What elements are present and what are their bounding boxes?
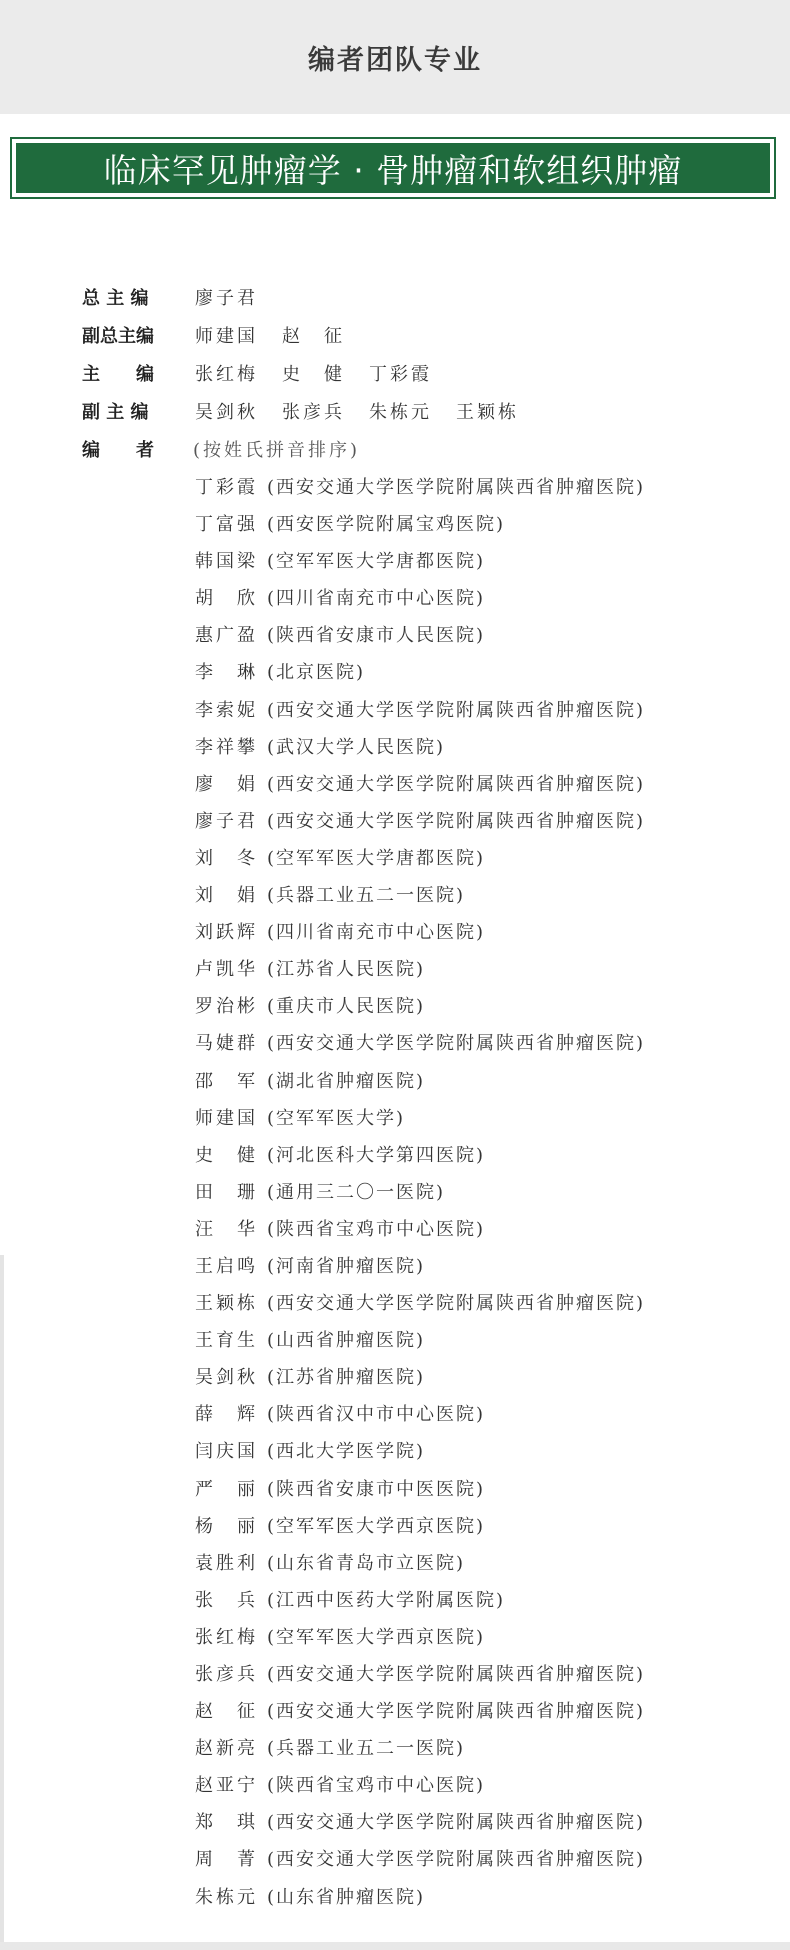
list-item <box>195 469 645 506</box>
role-label: 编 者 <box>82 440 154 461</box>
list-item <box>195 1137 645 1174</box>
editor-name: 薛 辉 <box>195 1404 258 1426</box>
list-item <box>195 1879 645 1916</box>
list-item <box>195 840 645 877</box>
role-name: 廖子君 <box>195 288 258 309</box>
editor-name: 赵 征 <box>195 1701 258 1723</box>
editor-list <box>195 469 645 1916</box>
list-item <box>195 1285 645 1322</box>
role-label: 总 主 编 <box>82 288 149 309</box>
role-name: 朱栋元 <box>369 402 432 423</box>
editor-affiliation: (西安交通大学医学院附属陕西省肿瘤医院) <box>267 1293 646 1315</box>
role-names <box>195 356 432 394</box>
list-item <box>195 1693 645 1730</box>
editor-affiliation: (江苏省人民医院) <box>267 959 426 981</box>
list-item <box>195 1804 645 1841</box>
editor-affiliation: (西安医学院附属宝鸡医院) <box>267 514 506 536</box>
editor-affiliation: (西安交通大学医学院附属陕西省肿瘤医院) <box>267 1033 646 1055</box>
editor-affiliation: (通用三二〇一医院) <box>267 1181 446 1203</box>
editor-name: 王育生 <box>195 1330 258 1352</box>
editor-name: 刘 娟 <box>195 885 258 907</box>
role-label: 副 主 编 <box>82 402 149 423</box>
editor-name: 李祥攀 <box>195 736 258 758</box>
role-name: 赵 征 <box>282 326 345 347</box>
editor-affiliation: (空军军医大学西京医院) <box>267 1626 486 1648</box>
editor-name: 严 丽 <box>195 1478 258 1500</box>
list-item <box>195 1582 645 1619</box>
role-editor-in-charge <box>0 356 790 394</box>
list-item <box>195 1619 645 1656</box>
list-item <box>195 1841 645 1878</box>
editor-name: 吴剑秋 <box>195 1367 258 1389</box>
editor-affiliation: (空军军医大学唐都医院) <box>267 847 486 869</box>
editor-affiliation: (兵器工业五二一医院) <box>267 1738 466 1760</box>
editor-name: 丁彩霞 <box>195 477 258 498</box>
list-item <box>195 580 645 617</box>
list-item <box>195 803 645 840</box>
editor-affiliation: (陕西省汉中市中心医院) <box>267 1404 486 1426</box>
editor-name: 闫庆国 <box>195 1441 258 1463</box>
list-item <box>195 1767 645 1804</box>
editor-affiliation: (湖北省肿瘤医院) <box>267 1070 426 1092</box>
editor-affiliation: (四川省南充市中心医院) <box>267 588 486 610</box>
editor-affiliation: (陕西省宝鸡市中心医院) <box>267 1218 486 1240</box>
editor-name: 袁胜利 <box>195 1552 258 1574</box>
left-edge-strip <box>0 1255 4 1950</box>
editor-name: 丁富强 <box>195 514 258 536</box>
list-item <box>195 1656 645 1693</box>
list-item <box>195 729 645 766</box>
editor-affiliation: (山东省肿瘤医院) <box>267 1886 426 1908</box>
list-item <box>195 951 645 988</box>
list-item <box>195 1359 645 1396</box>
role-name: 丁彩霞 <box>369 364 432 385</box>
role-deputy-chief-editor <box>0 318 790 356</box>
editor-affiliation: (西安交通大学医学院附属陕西省肿瘤医院) <box>267 810 646 832</box>
editor-name: 赵亚宁 <box>195 1775 258 1797</box>
editor-name: 王颖栋 <box>195 1293 258 1315</box>
editor-name: 赵新亮 <box>195 1738 258 1760</box>
role-associate-editor <box>0 394 790 432</box>
editor-affiliation: (山东省青岛市立医院) <box>267 1552 466 1574</box>
editor-affiliation: (西安交通大学医学院附属陕西省肿瘤医院) <box>267 477 646 498</box>
sort-note: (按姓氏拼音排序) <box>193 440 361 461</box>
editor-affiliation: (河北医科大学第四医院) <box>267 1144 486 1166</box>
role-name: 张彦兵 <box>282 402 345 423</box>
list-item <box>195 692 645 729</box>
role-name: 张红梅 <box>195 364 258 385</box>
editor-name: 师建国 <box>195 1107 258 1129</box>
role-contributors <box>0 432 790 470</box>
list-item <box>195 1063 645 1100</box>
editor-affiliation: (陕西省安康市中医医院) <box>267 1478 486 1500</box>
editor-name: 朱栋元 <box>195 1886 258 1908</box>
list-item <box>195 1730 645 1767</box>
role-chief-editor <box>0 280 790 318</box>
editor-affiliation: (西安交通大学医学院附属陕西省肿瘤医院) <box>267 699 646 721</box>
editor-affiliation: (西北大学医学院) <box>267 1441 426 1463</box>
editor-name: 田 珊 <box>195 1181 258 1203</box>
editor-name: 张 兵 <box>195 1589 258 1611</box>
list-item <box>195 988 645 1025</box>
editor-affiliation: (河南省肿瘤医院) <box>267 1255 426 1277</box>
editor-name: 廖 娟 <box>195 773 258 795</box>
editor-affiliation: (陕西省宝鸡市中心医院) <box>267 1775 486 1797</box>
editor-affiliation: (空军军医大学唐都医院) <box>267 551 486 573</box>
editor-name: 史 健 <box>195 1144 258 1166</box>
book-title-banner-fill <box>16 143 770 193</box>
list-item <box>195 1322 645 1359</box>
book-title: 临床罕见肿瘤学 · 骨肿瘤和软组织肿瘤 <box>103 150 683 190</box>
list-item <box>195 1100 645 1137</box>
role-name: 史 健 <box>282 364 345 385</box>
role-names <box>195 394 519 432</box>
editor-affiliation: (西安交通大学医学院附属陕西省肿瘤医院) <box>267 1812 646 1834</box>
list-item <box>195 914 645 951</box>
editor-name: 王启鸣 <box>195 1255 258 1277</box>
editor-name: 卢凯华 <box>195 959 258 981</box>
editor-name: 刘跃辉 <box>195 922 258 944</box>
role-name: 师建国 <box>195 326 258 347</box>
editor-affiliation: (西安交通大学医学院附属陕西省肿瘤医院) <box>267 1849 646 1871</box>
editor-name: 李 琳 <box>195 662 258 684</box>
editor-name: 韩国梁 <box>195 551 258 573</box>
list-item <box>195 1025 645 1062</box>
role-name: 王颖栋 <box>456 402 519 423</box>
editor-affiliation: (北京医院) <box>267 662 366 684</box>
editor-name: 杨 丽 <box>195 1515 258 1537</box>
editor-affiliation: (山西省肿瘤医院) <box>267 1330 426 1352</box>
editor-affiliation: (西安交通大学医学院附属陕西省肿瘤医院) <box>267 1701 646 1723</box>
role-name: 吴剑秋 <box>195 402 258 423</box>
role-names <box>195 280 258 318</box>
editor-affiliation: (空军军医大学西京医院) <box>267 1515 486 1537</box>
list-item <box>195 1396 645 1433</box>
list-item <box>195 617 645 654</box>
editor-affiliation: (空军军医大学) <box>267 1107 406 1129</box>
editor-name: 惠广盈 <box>195 625 258 647</box>
list-item <box>195 1248 645 1285</box>
editor-name: 张彦兵 <box>195 1664 258 1685</box>
list-item <box>195 1545 645 1582</box>
editor-name: 邵 军 <box>195 1070 258 1092</box>
editor-name: 张红梅 <box>195 1626 258 1648</box>
editor-affiliation: (江西中医药大学附属医院) <box>267 1589 506 1611</box>
editor-name: 李索妮 <box>195 699 258 721</box>
editor-name: 马婕群 <box>195 1033 258 1055</box>
editor-affiliation: (陕西省安康市人民医院) <box>267 625 486 647</box>
role-label: 副总主编 <box>82 326 154 347</box>
header-band <box>0 0 790 114</box>
editor-name: 胡 欣 <box>195 588 258 610</box>
editor-affiliation: (兵器工业五二一医院) <box>267 885 466 907</box>
list-item <box>195 877 645 914</box>
list-item <box>195 766 645 803</box>
editor-name: 廖子君 <box>195 810 258 832</box>
role-names <box>195 318 345 356</box>
editor-affiliation: (四川省南充市中心医院) <box>267 922 486 944</box>
list-item <box>195 1174 645 1211</box>
editor-affiliation: (重庆市人民医院) <box>267 996 426 1018</box>
role-label: 主 编 <box>82 364 154 385</box>
list-item <box>195 543 645 580</box>
list-item <box>195 506 645 543</box>
editor-affiliation: (武汉大学人民医院) <box>267 736 446 758</box>
editor-name: 郑 琪 <box>195 1812 258 1834</box>
bottom-band <box>0 1942 790 1950</box>
editor-name: 刘 冬 <box>195 847 258 869</box>
list-item <box>195 1433 645 1470</box>
editor-name: 罗治彬 <box>195 996 258 1018</box>
editor-affiliation: (江苏省肿瘤医院) <box>267 1367 426 1389</box>
list-item <box>195 654 645 691</box>
editor-affiliation: (西安交通大学医学院附属陕西省肿瘤医院) <box>267 773 646 795</box>
book-title-banner <box>10 137 776 199</box>
list-item <box>195 1508 645 1545</box>
editor-affiliation: (西安交通大学医学院附属陕西省肿瘤医院) <box>267 1664 646 1685</box>
list-item <box>195 1211 645 1248</box>
list-item <box>195 1471 645 1508</box>
page-title: 编者团队专业 <box>308 45 482 76</box>
editor-name: 汪 华 <box>195 1218 258 1240</box>
editor-name: 周 菁 <box>195 1849 258 1871</box>
